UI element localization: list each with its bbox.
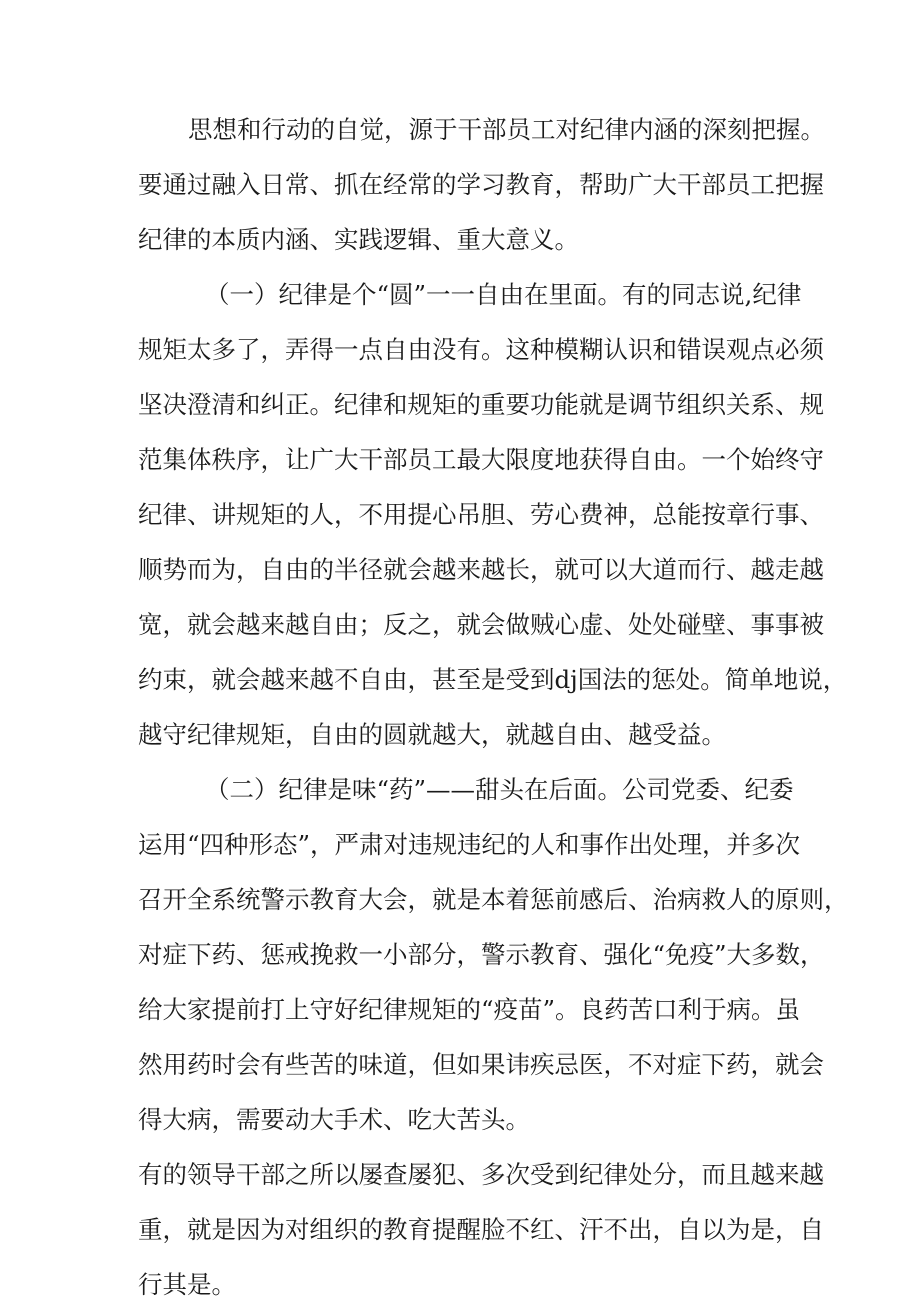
text-line — [0, 870, 920, 930]
line-text: 召开全系统警示教育大会，就是本着惩前感后、治病救人的原则， — [138, 885, 849, 914]
text-line — [0, 760, 920, 820]
text-line — [0, 1145, 920, 1205]
text-line — [0, 815, 920, 875]
line-text: 要通过融入日常、抓在经常的学习教育，帮助广大干部员工把握 — [138, 170, 824, 199]
text-line — [0, 265, 920, 325]
line-text: 宽，就会越来越自由；反之，就会做贼心虚、处处碰壁、事事被 — [138, 610, 824, 639]
line-text: 行其是。 — [138, 1270, 236, 1299]
text-line — [0, 430, 920, 490]
text-line — [0, 210, 920, 270]
line-text: 顺势而为，自由的半径就会越来越长，就可以大道而行、越走越 — [138, 555, 824, 584]
line-text: 思想和行动的自觉，源于干部员工对纪律内涵的深刻把握。 — [188, 115, 825, 144]
text-line — [0, 650, 920, 710]
line-text: （二）纪律是味“药”——甜头在后面。公司党委、纪委 — [205, 775, 794, 804]
text-line — [0, 1255, 920, 1315]
text-line — [0, 595, 920, 655]
text-line — [0, 375, 920, 435]
line-text: 然用药时会有些苦的味道，但如果讳疾忌医，不对症下药，就会 — [138, 1050, 824, 1079]
text-line — [0, 980, 920, 1040]
text-line — [0, 540, 920, 600]
text-line — [0, 925, 920, 985]
text-line — [0, 1090, 920, 1150]
line-text: 越守纪律规矩，自由的圆就越大，就越自由、越受益。 — [138, 720, 726, 749]
line-text: 给大家提前打上守好纪律规矩的“疫苗”。良药苦口利于病。虽 — [138, 995, 801, 1024]
line-text: 坚决澄清和纠正。纪律和规矩的重要功能就是调节组织关系、规 — [138, 390, 824, 419]
line-text: 规矩太多了，弄得一点自由没有。这种模糊认识和错误观点必须 — [138, 335, 824, 364]
text-line — [0, 485, 920, 545]
line-text: 得大病，需要动大手术、吃大苦头。 — [138, 1105, 530, 1134]
line-text: 重，就是因为对组织的教育提醒脸不红、汗不出，自以为是，自 — [138, 1215, 824, 1244]
line-text: 纪律、讲规矩的人，不用提心吊胆、劳心费神，总能按章行事、 — [138, 500, 824, 529]
line-text: 约束，就会越来越不自由，甚至是受到dj国法的惩处。简单地说， — [138, 665, 848, 694]
line-text: 范集体秩序，让广大干部员工最大限度地获得自由。一个始终守 — [138, 445, 824, 474]
text-line — [0, 320, 920, 380]
line-text: 纪律的本质内涵、实践逻辑、重大意义。 — [138, 225, 579, 254]
line-text: 运用“四种形态”，严肃对违规违纪的人和事作出处理，并多次 — [138, 830, 801, 859]
text-line — [0, 705, 920, 765]
line-text: 有的领导干部之所以屡查屡犯、多次受到纪律处分，而且越来越 — [138, 1160, 824, 1189]
text-line — [0, 1200, 920, 1260]
line-text: （一）纪律是个“圆”一一自由在里面。有的同志说,纪律 — [205, 280, 802, 309]
text-line — [0, 1035, 920, 1095]
line-text: 对症下药、惩戒挽救一小部分，警示教育、强化“免疫”大多数， — [138, 940, 825, 969]
text-line — [0, 155, 920, 215]
text-line — [0, 100, 920, 160]
